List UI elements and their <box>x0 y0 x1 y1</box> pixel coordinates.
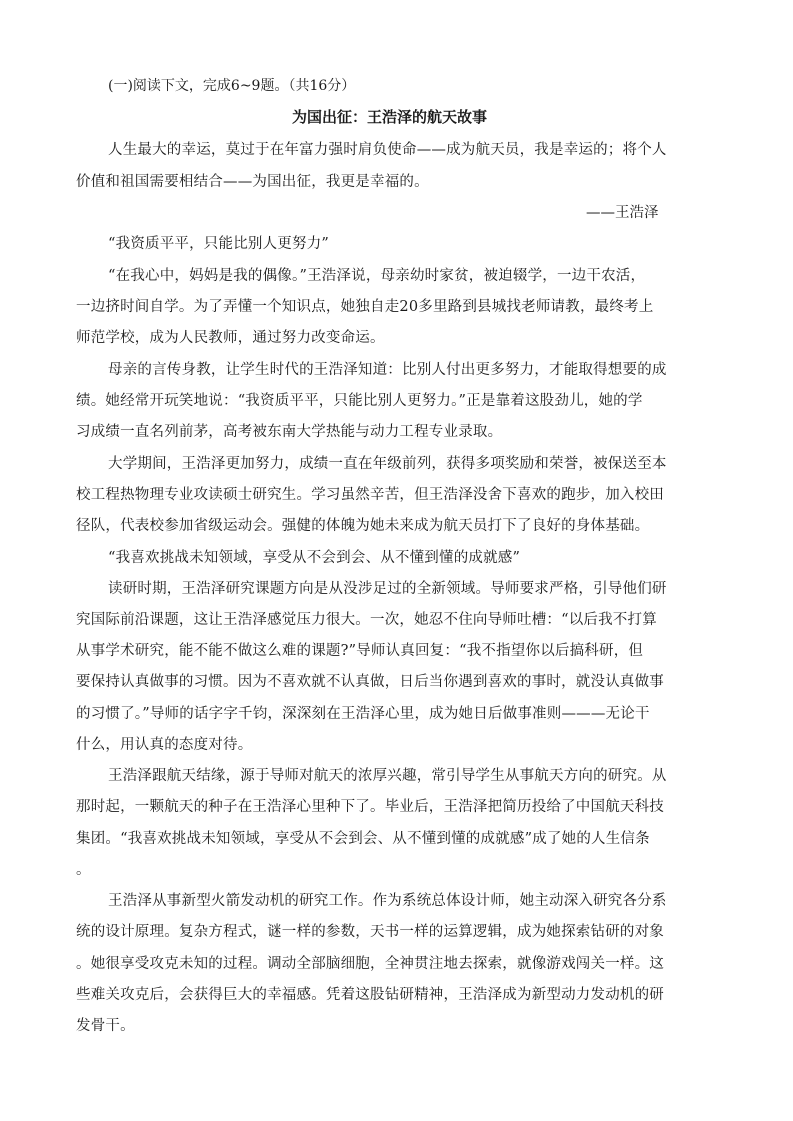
paragraph-line: 的习惯了。”导师的话字字千钧，深深刻在王浩泽心里，成为她日后做事准则———无论干 <box>76 706 650 722</box>
paragraph-line: 王浩泽从事新型火箭发动机的研究工作。作为系统总体设计师，她主动深入研究各分系 <box>108 893 667 909</box>
paragraph-line: 要保持认真做事的习惯。因为不喜欢就不认真做，日后当你遇到喜欢的事时，就没认真做事 <box>76 674 664 690</box>
paragraph-line: 发骨干。 <box>76 1018 135 1034</box>
paragraph-line: 集团。“我喜欢挑战未知领域，享受从不会到会、从不懂到懂的成就感”成了她的人生信条 <box>76 831 650 847</box>
paragraph-line: 大学期间，王浩泽更加努力，成绩一直在年级前列，获得多项奖励和荣誉，被保送至本 <box>108 456 667 472</box>
paragraph-line: 王浩泽跟航天结缘，源于导师对航天的浓厚兴趣，常引导学生从事航天方向的研究。从 <box>108 768 667 784</box>
paragraph-line: 那时起，一颗航天的种子在王浩泽心里种下了。毕业后，王浩泽把简历投给了中国航天科技 <box>76 799 664 815</box>
paragraph-line: 读研时期，王浩泽研究课题方向是从没涉足过的全新领域。导师要求严格，引导他们研 <box>108 581 667 597</box>
article-title: 为国出征：王浩泽的航天故事 <box>292 108 488 126</box>
epigraph-signature: ——王浩泽 <box>586 205 659 221</box>
epigraph-line: 人生最大的幸运，莫过于在年富力强时肩负使命——成为航天员，我是幸运的；将个人 <box>108 142 667 158</box>
paragraph-line: 从事学术研究，能不能不做这么难的课题?”导师认真回复：“我不指望你以后搞科研，但 <box>76 643 644 659</box>
paragraph-line: 一边挤时间自学。为了弄懂一个知识点，她独自走20多里路到县城找老师请教，最终考上 <box>76 299 654 315</box>
paragraph-line: 母亲的言传身教，让学生时代的王浩泽知道：比别人付出更多努力，才能取得想要的成 <box>108 362 667 378</box>
epigraph-line: 价值和祖国需要相结合——为国出征，我更是幸福的。 <box>76 174 429 190</box>
paragraph-line: 师范学校，成为人民教师，通过努力改变命运。 <box>76 330 385 346</box>
paragraph-line: 些难关攻克后，会获得巨大的幸福感。凭着这股钻研精神，王浩泽成为新型动力发动机的研 <box>76 987 664 1003</box>
paragraph-line: 究国际前沿课题，这让王浩泽感觉压力很大。一次，她忍不住向导师吐槽：“以后我不打算 <box>76 612 657 628</box>
section-subheading: “我喜欢挑战未知领域，享受从不会到会、从不懂到懂的成就感” <box>108 550 521 566</box>
paragraph-line: 。她很享受攻克未知的过程。调动全部脑细胞，全神贯注地去探索，就像游戏闯关一样。这 <box>76 956 664 972</box>
paragraph-line: “在我心中，妈妈是我的偶像。”王浩泽说，母亲幼时家贫，被迫辍学，一边干农活， <box>108 268 646 284</box>
paragraph-line: 什么，用认真的态度对待。 <box>76 737 253 753</box>
paragraph-line: 。 <box>76 862 91 878</box>
section-subheading: “我资质平平，只能比别人更努力” <box>108 236 330 252</box>
paragraph-line: 习成绩一直名列前茅，高考被东南大学热能与动力工程专业录取。 <box>76 424 503 440</box>
paragraph-line: 径队，代表校参加省级运动会。强健的体魄为她未来成为航天员打下了良好的身体基础。 <box>76 518 650 534</box>
paragraph-line: 校工程热物理专业攻读硕士研究生。学习虽然辛苦，但王浩泽没舍下喜欢的跑步，加入校田 <box>76 487 664 503</box>
paragraph-line: 绩。她经常开玩笑地说：“我资质平平，只能比别人更努力。”正是靠着这股劲儿，她的学 <box>76 393 643 409</box>
paragraph-line: 统的设计原理。复杂方程式，谜一样的参数，天书一样的运算逻辑，成为她探索钻研的对象 <box>76 924 664 940</box>
question-instruction: (一)阅读下文，完成6~9题。（共16分） <box>108 78 356 94</box>
